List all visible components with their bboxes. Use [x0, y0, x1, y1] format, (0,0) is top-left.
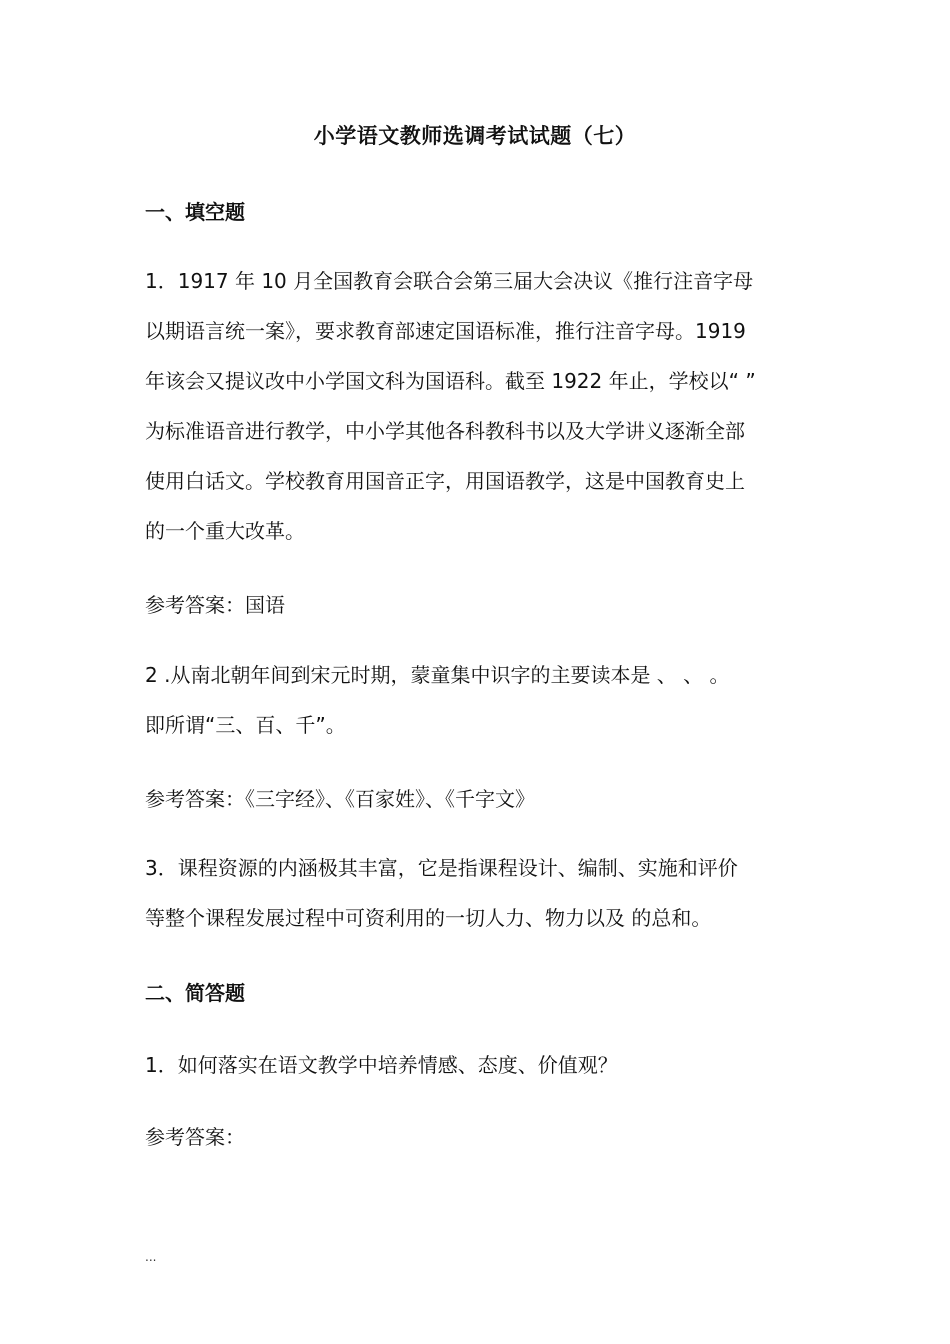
question-1-line: 为标准语音进行教学，中小学其他各科教科书以及大学讲义逐渐全部 [145, 419, 745, 443]
document-title: 小学语文教师选调考试试题（七） [313, 124, 637, 148]
question-1-line: 1．1917 年 10 月全国教育会联合会第三届大会决议《推行注音字母 [145, 269, 754, 293]
section-heading-fill-in: 一、填空题 [145, 200, 245, 224]
question-1-answer: 参考答案：国语 [145, 593, 285, 617]
question-2-line: 即所谓“三、百、千”。 [145, 713, 346, 737]
question-1-line: 使用白话文。学校教育用国音正字，用国语教学，这是中国教育史上 [145, 469, 745, 493]
short-answer-question-1: 1．如何落实在语文教学中培养情感、态度、价值观？ [145, 1053, 618, 1077]
section-heading-short-answer: 二、简答题 [145, 981, 245, 1005]
question-2-text [145, 650, 807, 750]
question-3-line: 等整个课程发展过程中可资利用的一切人力、物力以及 的总和。 [145, 906, 712, 930]
question-1-line: 年该会又提议改中小学国文科为国语科。截至 1922 年止，学校以“ ” [145, 369, 756, 393]
question-1-line: 的一个重大改革。 [145, 519, 305, 543]
question-3-line: 3．课程资源的内涵极其丰富，它是指课程设计、编制、实施和评价 [145, 856, 738, 880]
question-1-text [145, 256, 807, 556]
question-2-line: 2 .从南北朝年间到宋元时期，蒙童集中识字的主要读本是 、 、 。 [145, 663, 730, 687]
short-answer-question-1-answer: 参考答案： [145, 1125, 245, 1149]
question-1-line: 以期语言统一案》，要求教育部速定国语标准，推行注音字母。1919 [145, 319, 746, 343]
footer-ellipsis: ... [145, 1250, 157, 1264]
question-3-text [145, 843, 807, 943]
question-2-answer: 参考答案：《三字经》、《百家姓》、《千字文》 [145, 787, 535, 811]
